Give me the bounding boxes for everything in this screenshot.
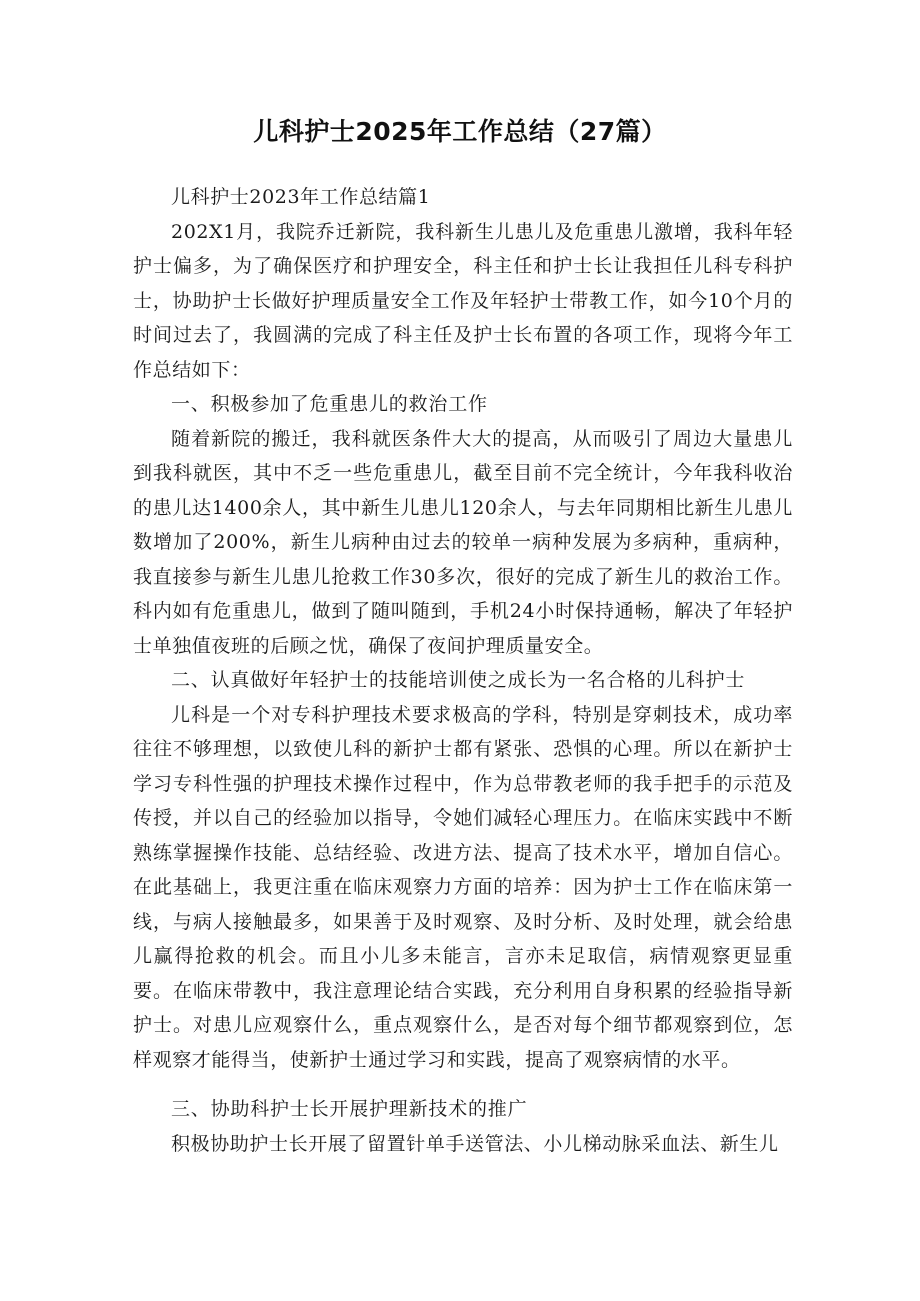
section-heading-2: 二、认真做好年轻护士的技能培训使之成长为一名合格的儿科护士 [171, 669, 746, 691]
section-subtitle: 儿科护士2023年工作总结篇1 [171, 186, 431, 208]
document-body [133, 180, 793, 1161]
section-heading-3: 三、协助科护士长开展护理新技术的推广 [171, 1098, 528, 1120]
paragraph-section-3: 积极协助护士长开展了留置针单手送管法、小儿梯动脉采血法、新生儿 [171, 1132, 779, 1155]
paragraph-section-2: 儿科是一个对专科护理技术要求极高的学科，特别是穿刺技术，成功率往往不够理想，以致使儿科的新护士都有紧张、恐惧的心理。所以在新护士学习专科性强的护理技术操作过程中，作为总带教老师的我手把手的示范及传授，并以自己的经验加以指导，令她们减轻心理压力。在临床实践中不断熟练掌握操作技能、总结经验、改进方法、提高了技术水平，增加自信心。在此基础上，我更注重在临床观察力方面的培养：因为护士工作在临床第一线，与病人接触最多，如果善于及时观察、及时分析、及时处理，就会给患儿赢得抢救的机会。而且小儿多未能言，言亦未足取信，病情观察更显重要。在临床带教中，我注意理论结合实践，充分利用自身积累的经验指导新护士。对患儿应观察什么，重点观察什么，是否对每个细节都观察到位，怎样观察才能得当，使新护士通过学习和实践，提高了观察病情的水平。 [133, 703, 793, 1071]
section-heading-1: 一、积极参加了危重患儿的救治工作 [171, 393, 488, 415]
document-title: 儿科护士2025年工作总结（27篇） [253, 117, 667, 146]
paragraph-intro: 202X1月，我院乔迁新院，我科新生儿患儿及危重患儿激增，我科年轻护士偏多，为了确保医疗和护理安全，科主任和护士长让我担任儿科专科护士，协助护士长做好护理质量安全工作及年轻护士带教工作，如今10个月的时间过去了，我圆满的完成了科主任及护士长布置的各项工作，现将今年工作总结如下： [133, 220, 793, 381]
paragraph-section-1: 随着新院的搬迁，我科就医条件大大的提高，从而吸引了周边大量患儿到我科就医，其中不乏一些危重患儿，截至目前不完全统计，今年我科收治的患儿达1400余人，其中新生儿患儿120余人，与去年同期相比新生儿患儿数增加了200%，新生儿病种由过去的较单一病种发展为多病种，重病种，我直接参与新生儿患儿抢救工作30多次，很好的完成了新生儿的救治工作。科内如有危重患儿，做到了随叫随到，手机24小时保持通畅，解决了年轻护士单独值夜班的后顾之忧，确保了夜间护理质量安全。 [133, 427, 793, 657]
